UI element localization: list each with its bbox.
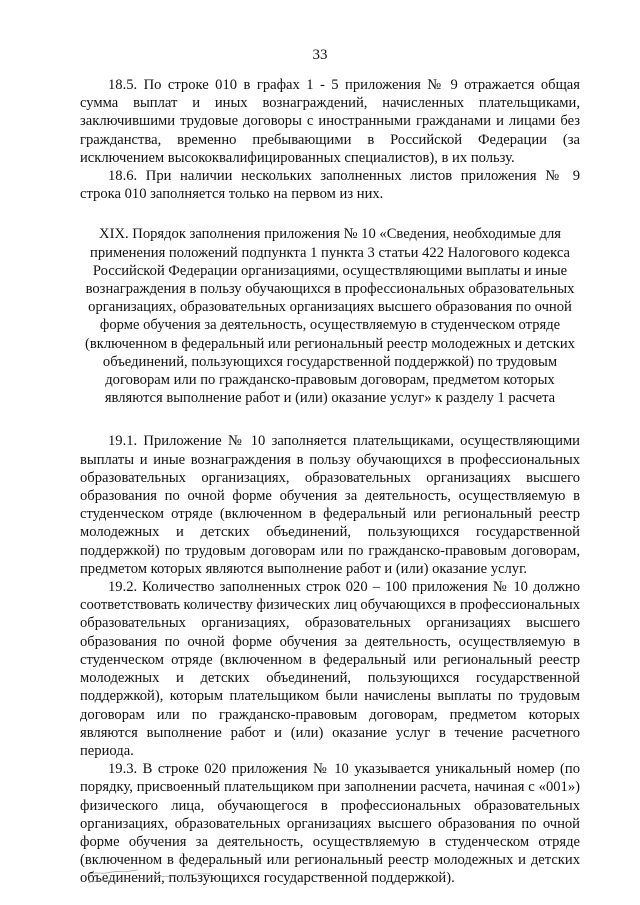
section-heading-xix: XIX. Порядок заполнения приложения № 10 «Сведения, необходимые для применения положений подпункта 1 пункта 3 статьи 422 Налогового кодекса Российской Федерации организациями, осуществляющими выплаты и иные вознаграждения в пользу обучающихся в профессиональных образовательных организациях, образовательных организациях высшего образования по очной форме обучения за деятельность, осуществляемую в студенческом отряде (включенном в федеральный или региональный реестр молодежных и детских объединений, пользующихся государственной поддержкой) по трудовым договорам или по гражданско-правовым договорам, предметом которых являются выполнение работ и (или) оказание услуг» к разделу 1 расчета (85, 226, 575, 407)
paragraph-19-3: 19.3. В строке 020 приложения № 10 указывается уникальный номер (по порядку, присвоенный плательщиком при заполнении расчета, начиная с «001») физического лица, обучающегося в профессиональных образовательных организациях, образовательных организациях высшего образования по очной форме обучения за деятельность, осуществляемую в студенческом отряде (включенном в федеральный или региональный реестр молодежных и детских объединений, пользующихся государственной поддержкой). (80, 761, 580, 887)
page-number: 33 (312, 47, 328, 63)
paragraph-18-5: 18.5. По строке 010 в графах 1 - 5 приложения № 9 отражается общая сумма выплат и иных вознаграждений, начисленных плательщиками, заключившими трудовые договоры с иностранными гражданами и лицами без гражданства, временно пребывающими в Российской Федерации (за исключением высококвалифицированных специалистов), в их пользу. (80, 77, 580, 166)
paragraph-19-2: 19.2. Количество заполненных строк 020 – 100 приложения № 10 должно соответствовать количеству физических лиц обучающихся в профессиональных образовательных организациях, образовательных организациях высшего образования по очной форме обучения за деятельность, осуществляемую в студенческом отряде (включенном в федеральный или региональный реестр молодежных и детских объединений, пользующихся государственной поддержкой), которым плательщиком были начислены выплаты по трудовым договорам или по гражданско-правовым договорам, предметом которых являются выполнение работ и (или) оказание услуг в течение расчетного периода. (80, 579, 580, 759)
document-body (80, 76, 580, 888)
paragraph-18-6: 18.6. При наличии нескольких заполненных листов приложения № 9 строка 010 заполняется только на первом из них. (80, 168, 580, 203)
paragraph-19-1: 19.1. Приложение № 10 заполняется плательщиками, осуществляющими выплаты и иные вознаграждения в пользу обучающихся в профессиональных образовательных организациях, образовательных организациях высшего образования по очной форме обучения за деятельность, осуществляемую в студенческом отряде (включенном в федеральный или региональный реестр молодежных и детских объединений, пользующихся государственной поддержкой) по трудовым договорам или по гражданско-правовым договорам, предметом которых являются выполнение работ и (или) оказание услуг. (80, 433, 580, 577)
